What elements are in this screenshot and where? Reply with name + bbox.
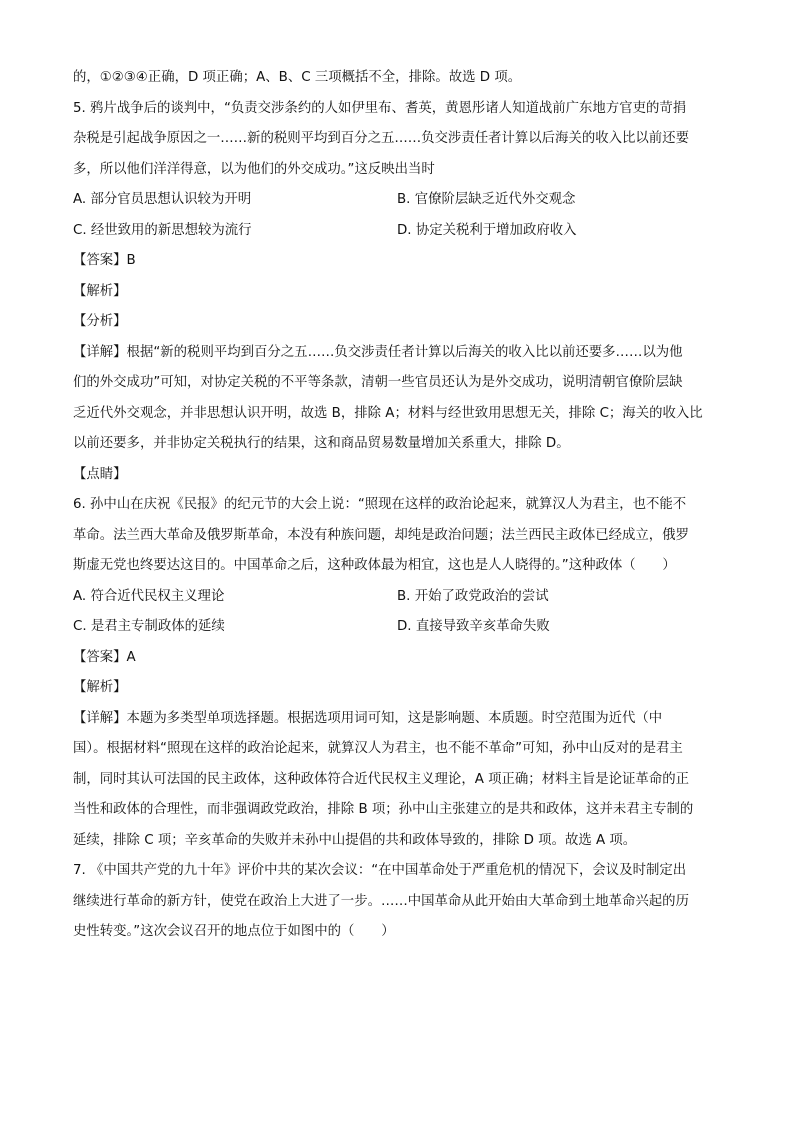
question-stem-line: 多，所以他们洋洋得意，以为他们的外交成功。”这反映出当时 — [73, 161, 435, 177]
detail-line: 以前还要多，并非协定关税执行的结果，这和商品贸易数量增加关系重大，排除 D。 — [73, 436, 570, 451]
question-stem-line: 斯虚无党也终要达这目的。中国革命之后，这种政体最为相宜，这也是人人晓得的。”这种政体（ ） — [73, 558, 676, 573]
options-row — [73, 216, 723, 247]
answer-label: 【答案】A — [73, 649, 136, 665]
question-7 — [73, 856, 723, 948]
analysis-heading: 【解析】 — [73, 283, 127, 299]
answer-label: 【答案】B — [73, 253, 136, 268]
option-d: D. 直接导致辛亥革命失败 — [397, 619, 550, 634]
question-stem-line: 6. 孙中山在庆祝《民报》的纪元节的大会上说：“照现在这样的政治论起来，就算汉人为君主，也不能不 — [73, 497, 687, 512]
dianjing-heading: 【点睛】 — [73, 466, 127, 482]
question-stem-line: 革命。法兰西大革命及俄罗斯革命，本没有种族问题，却纯是政治问题；法兰西民主政体已经成立，俄罗 — [73, 527, 689, 543]
question-stem-line: 继续进行革命的新方针，使党在政治上大进了一步。……中国革命从此开始由大革命到土地革命兴起的历 — [73, 893, 689, 909]
options-row — [73, 185, 723, 216]
detail-line: 乏近代外交观念，并非思想认识开明，故选 B，排除 A；材料与经世致用思想无关，排除 C；海关的收入比 — [73, 405, 703, 421]
question-stem-line: 5. 鸦片战争后的谈判中，“负责交涉条约的人如伊里布、耆英，黄恩彤诸人知道战前广东地方官吏的苛捐 — [73, 100, 687, 116]
question-stem-line: 史性转变。”这次会议召开的地点位于如图中的（ ） — [73, 924, 395, 939]
option-c: C. 经世致用的新思想较为流行 — [73, 222, 252, 238]
option-a: A. 符合近代民权主义理论 — [73, 588, 225, 604]
detail-line: 们的外交成功”可知，对协定关税的不平等条款，清朝一些官员还认为是外交成功，说明清朝官僚阶层缺 — [73, 375, 683, 390]
option-a: A. 部分官员思想认识较为开明 — [73, 192, 252, 207]
document-content — [73, 63, 723, 948]
question-stem-line: 杂税是引起战争原因之一……新的税则平均到百分之五……负交涉责任者计算以后海关的收入比以前还要 — [73, 131, 689, 146]
analysis-heading: 【解析】 — [73, 680, 127, 695]
question-6 — [73, 490, 723, 856]
option-b: B. 官僚阶层缺乏近代外交观念 — [397, 192, 576, 207]
options-row — [73, 612, 723, 643]
detail-line: 【详解】根据“新的税则平均到百分之五……负交涉责任者计算以后海关的收入比以前还要多……以为他 — [73, 344, 683, 360]
question-5 — [73, 94, 723, 491]
previous-answer-conclusion: 的，①②③④正确，D 项正确；A、B、C 三项概括不全，排除。故选 D 项。 — [73, 70, 522, 85]
detail-line: 国）。根据材料“照现在这样的政治论起来，就算汉人为君主，也不能不革命”可知，孙中山反对的是君主 — [73, 741, 683, 756]
fenxi-heading: 【分析】 — [73, 314, 127, 329]
question-stem-line: 7. 《中国共产党的九十年》评价中共的某次会议：“在中国革命处于严重危机的情况下，会议及时制定出 — [73, 863, 687, 878]
options-row — [73, 582, 723, 613]
detail-line: 制，同时其认可法国的民主政体，这种政体符合近代民权主义理论，A 项正确；材料主旨是论证革命的正 — [73, 771, 689, 787]
option-c: C. 是君主专制政体的延续 — [73, 619, 225, 634]
option-d: D. 协定关税利于增加政府收入 — [397, 222, 577, 238]
detail-line: 延续，排除 C 项；辛亥革命的失败并未孙中山提倡的共和政体导致的，排除 D 项。故选 A 项。 — [73, 832, 637, 848]
detail-line: 【详解】本题为多类型单项选择题。根据选项用词可知，这是影响题、本质题。时空范围为近代（中 — [73, 710, 663, 726]
detail-line: 当性和政体的合理性，而非强调政党政治，排除 B 项；孙中山主张建立的是共和政体，这并未君主专制的 — [73, 802, 694, 817]
option-b: B. 开始了政党政治的尝试 — [397, 588, 549, 604]
